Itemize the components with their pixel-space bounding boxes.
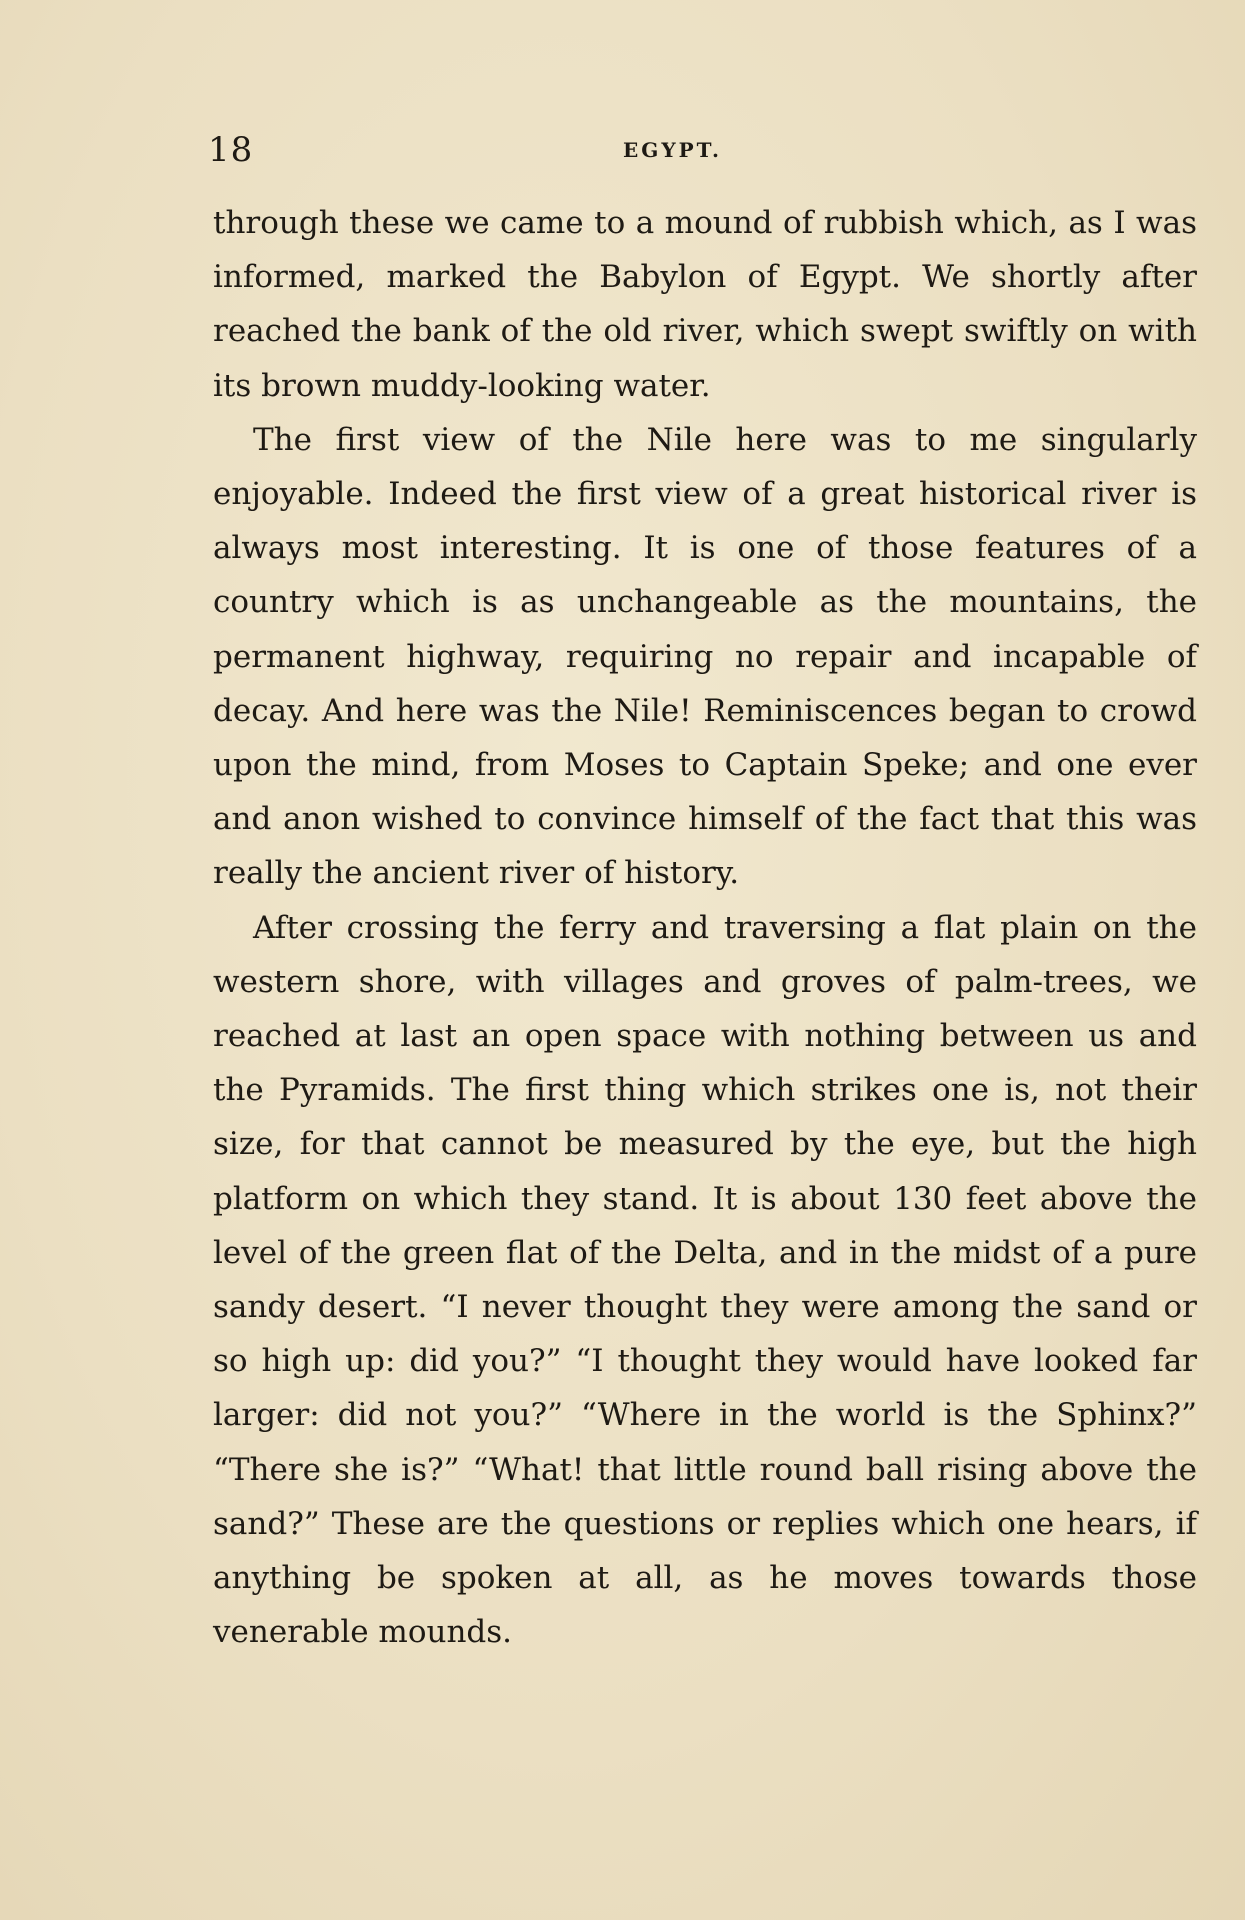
running-title: EGYPT.	[623, 138, 722, 162]
body-text	[213, 196, 1197, 1659]
paragraph-pyramids: After crossing the ferry and traversing a flat plain on the western shore, with villages and groves of palm-trees, we reached at last an open space with nothing between us and the Pyramids. The first thing which strikes one is, not their size, for that cannot be measured by the eye, but the high platform on which they stand. It is about 130 feet above the level of the green flat of the Delta, and in the midst of a pure sandy desert. “I never thought they were among the sand or so high up: did you?” “I thought they would have looked far larger: did not you?” “Where in the world is the Sphinx?” “There she is?” “What! that little round ball rising above the sand?” These are the questions or replies which one hears, if anything be spoken at all, as he moves towards those venerable mounds.	[213, 909, 1197, 1651]
paragraph-nile-view: The first view of the Nile here was to me singularly enjoyable. Indeed the first view of a great historical river is always most interesting. It is one of those features of a country which is as unchangeable as the mountains, the permanent highway, requiring no repair and incapable of decay. And here was the Nile! Reminiscences began to crowd upon the mind, from Moses to Captain Speke; and one ever and anon wished to convince himself of the fact that this was really the ancient river of history.	[213, 421, 1197, 892]
running-head	[208, 128, 1198, 172]
paragraph-continued: through these we came to a mound of rubbish which, as I was informed, marked the Babylon of Egypt. We shortly after reached the bank of the old river, which swept swiftly on with its brown muddy-looking water.	[213, 205, 1197, 404]
page-number: 18	[208, 130, 254, 170]
